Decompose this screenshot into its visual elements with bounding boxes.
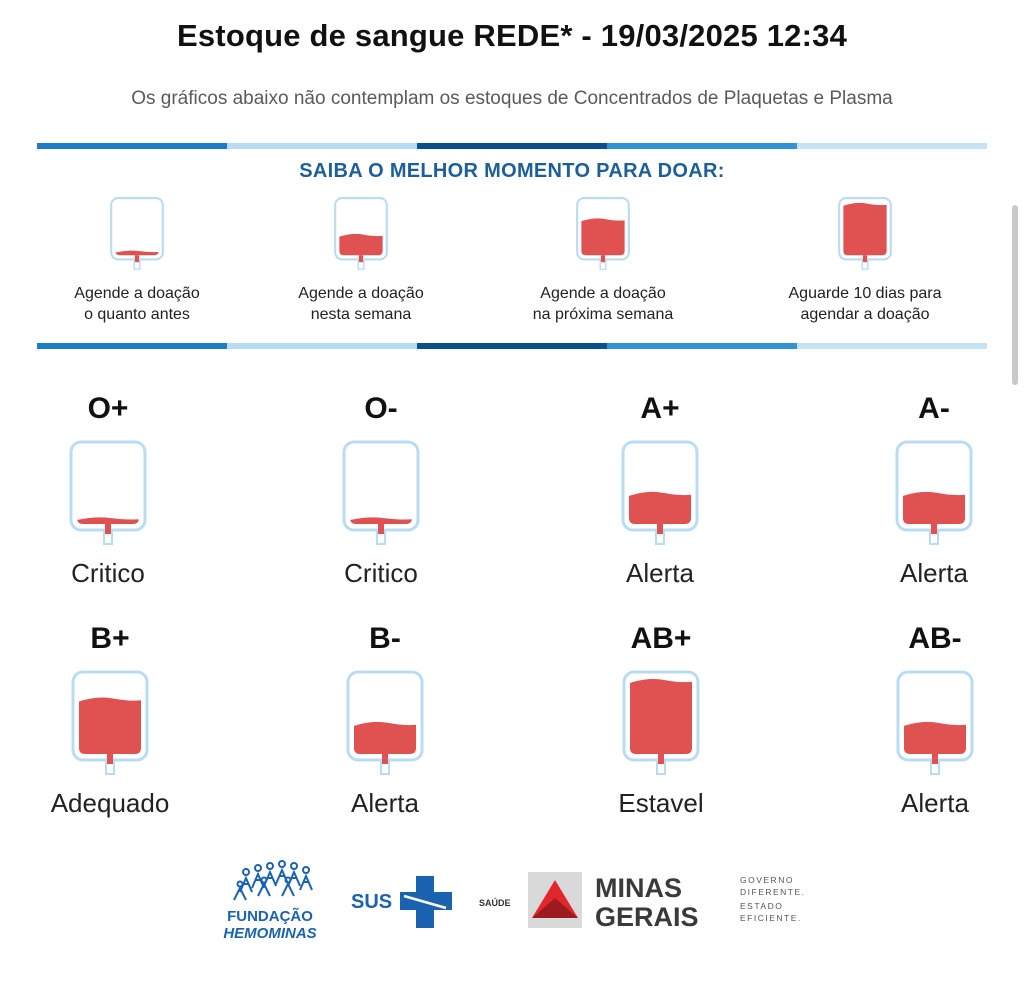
legend-line2: nesta semana <box>310 306 412 323</box>
legend-line1: Agende a doação <box>540 285 666 302</box>
legend-item-next-week <box>493 195 713 325</box>
legend-line1: Agende a doação <box>74 285 200 302</box>
page-title: Estoque de sangue REDE* - 19/03/2025 12:34 <box>176 18 848 53</box>
legend-title: SAIBA O MELHOR MOMENTO PARA DOAR: <box>299 160 725 182</box>
blood-type: AB- <box>908 622 962 655</box>
legend-line2: na próxima semana <box>532 306 674 323</box>
blood-bag-icon <box>342 668 428 782</box>
blood-type: A+ <box>640 392 680 425</box>
stock-status: Critico <box>71 558 145 588</box>
gerais-text: GERAIS <box>595 902 699 932</box>
stock-o-negative <box>281 392 481 589</box>
blood-bag-icon <box>891 438 977 552</box>
top-divider <box>37 143 987 149</box>
stock-o-positive <box>8 392 208 589</box>
stock-status: Alerta <box>901 788 969 818</box>
scrollbar-thumb[interactable] <box>1012 205 1018 385</box>
stock-status: Alerta <box>900 558 968 588</box>
legend-item-urgent <box>27 195 247 325</box>
blood-bag-icon <box>65 438 151 552</box>
legend-line1: Aguarde 10 dias para <box>788 285 942 302</box>
footer-logos <box>0 858 1024 948</box>
legend-item-this-week <box>251 195 471 325</box>
legend-item-wait <box>755 195 975 325</box>
blood-type: B- <box>369 622 401 655</box>
stock-ab-negative <box>835 622 1024 819</box>
hemominas-line2: HEMOMINAS <box>223 925 317 942</box>
blood-bag-icon <box>573 195 633 275</box>
stock-a-positive <box>560 392 760 589</box>
saude-label: SAÚDE <box>479 898 511 908</box>
slogan-line2: DIFERENTE. <box>740 887 806 897</box>
stock-status: Adequado <box>50 788 170 818</box>
sus-logo-text: SUS <box>351 891 393 913</box>
blood-bag-icon <box>331 195 391 275</box>
stock-status: Estavel <box>618 788 704 818</box>
hemominas-line1: FUNDAÇÃO <box>227 908 313 925</box>
legend-line1: Agende a doação <box>298 285 424 302</box>
blood-type: B+ <box>90 622 130 655</box>
page-subtitle: Os gráficos abaixo não contemplam os estoques de Concentrados de Plaquetas e Plasma <box>131 88 893 109</box>
stock-status: Alerta <box>351 788 419 818</box>
stock-b-negative <box>285 622 485 819</box>
stock-status: Alerta <box>626 558 694 588</box>
blood-bag-icon <box>107 195 167 275</box>
bottom-divider <box>37 343 987 349</box>
blood-type: O+ <box>87 392 129 425</box>
blood-bag-icon <box>67 668 153 782</box>
slogan-line3: ESTADO <box>740 901 784 911</box>
blood-bag-icon <box>338 438 424 552</box>
slogan-line1: GOVERNO <box>740 875 794 885</box>
blood-bag-icon <box>892 668 978 782</box>
blood-bag-icon <box>618 668 704 782</box>
blood-bag-icon <box>617 438 703 552</box>
stock-a-negative <box>834 392 1024 589</box>
blood-bag-icon <box>835 195 895 275</box>
stock-ab-positive <box>561 622 761 819</box>
slogan-line4: EFICIENTE. <box>740 913 802 923</box>
hemominas-logo-icon <box>234 861 312 900</box>
blood-type: AB+ <box>630 622 692 655</box>
blood-type: A- <box>918 392 950 425</box>
legend-line2: o quanto antes <box>84 306 190 323</box>
legend-line2: agendar a doação <box>800 306 930 323</box>
stock-status: Critico <box>344 558 418 588</box>
blood-type: O- <box>364 392 398 425</box>
minas-text: MINAS <box>595 873 682 903</box>
sus-cross-icon <box>400 876 452 928</box>
stock-b-positive <box>10 622 210 819</box>
